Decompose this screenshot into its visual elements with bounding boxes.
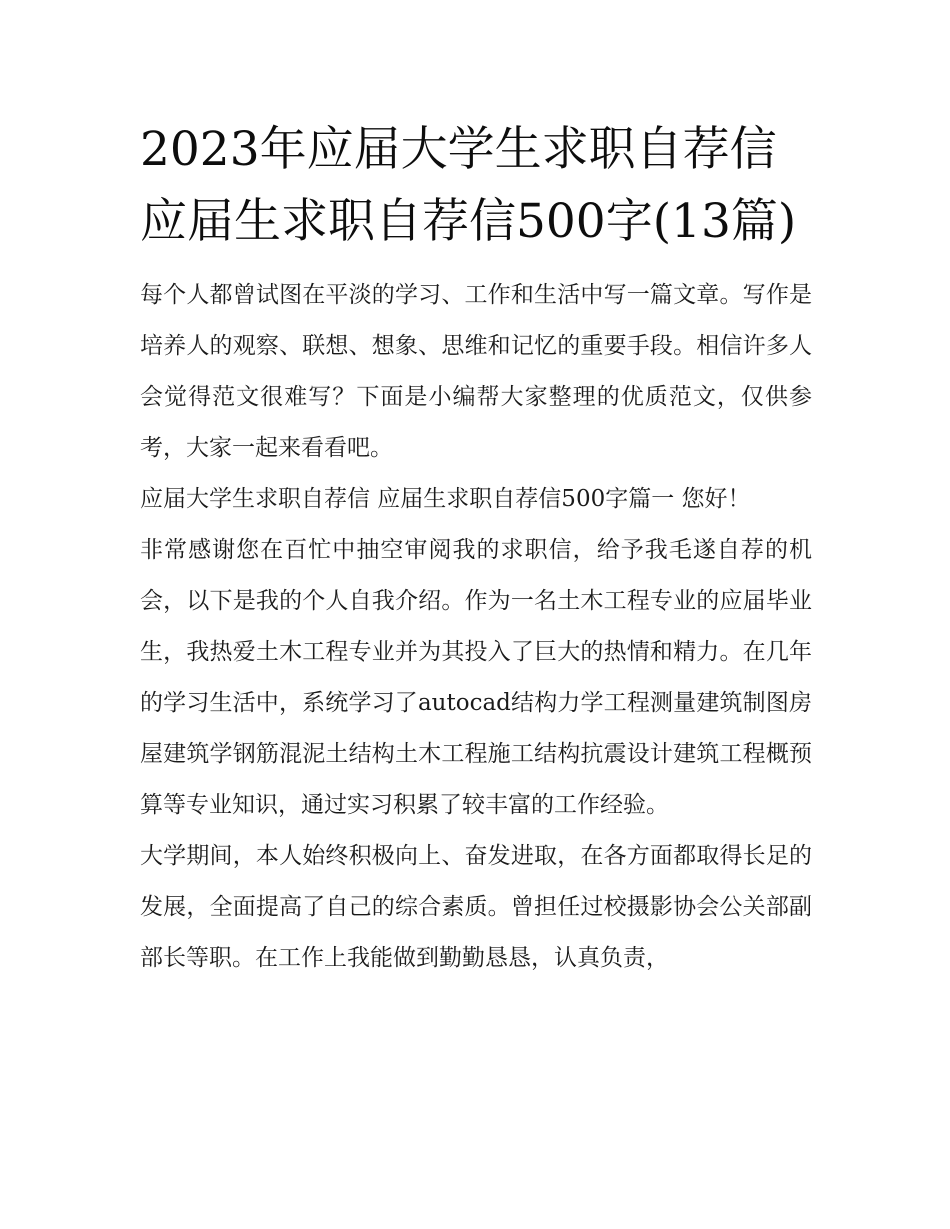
section-heading-paragraph: 应届大学生求职自荐信 应届生求职自荐信500字篇一 您好！ [140,486,751,512]
document-body [140,270,812,984]
body-paragraph-2: 大学期间，本人始终积极向上、奋发进取，在各方面都取得长足的发展，全面提高了自己的综合素质。曾担任过校摄影协会公关部副部长等职。在工作上我能做到勤勤恳恳，认真负责， [140,843,812,971]
document-content [140,114,812,984]
document-title: 2023年应届大学生求职自荐信 应届生求职自荐信500字(13篇) [140,122,797,249]
body-paragraph-1: 非常感谢您在百忙中抽空审阅我的求职信，给予我毛遂自荐的机会，以下是我的个人自我介绍。作为一名土木工程专业的应届毕业生，我热爱土木工程专业并为其投入了巨大的热情和精力。在几年的学习生活中，系统学习了autocad结构力学工程测量建筑制图房屋建筑学钢筋混泥土结构土木工程施工结构抗震设计建筑工程概预算等专业知识，通过实习积累了较丰富的工作经验。 [140,537,812,818]
intro-paragraph: 每个人都曾试图在平淡的学习、工作和生活中写一篇文章。写作是培养人的观察、联想、想象、思维和记忆的重要手段。相信许多人会觉得范文很难写？下面是小编帮大家整理的优质范文，仅供参考，大家一起来看看吧。 [140,282,812,461]
